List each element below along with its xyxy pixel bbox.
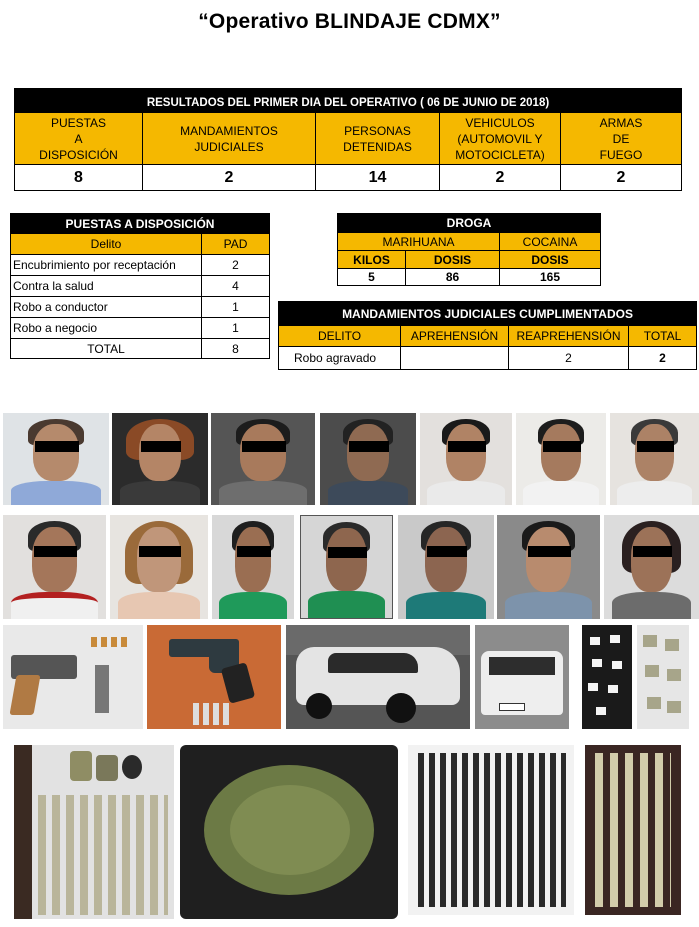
detainee-photo xyxy=(110,515,208,619)
droga-cocaina-dosis-value: 165 xyxy=(500,269,601,286)
page-title: “Operativo BLINDAJE CDMX” xyxy=(198,10,501,33)
marijuana-bag-photo xyxy=(180,745,398,919)
table-row xyxy=(279,347,697,370)
censor-bar xyxy=(543,441,581,452)
detainee-photo xyxy=(604,515,699,619)
censor-bar xyxy=(427,546,467,557)
table-row xyxy=(11,255,270,276)
mandamientos-col-reaprehension: REAPREHENSIÓN xyxy=(509,326,629,347)
censor-bar xyxy=(237,546,271,557)
mandamientos-col-delito: DELITO xyxy=(279,326,401,347)
marijuana-bags-photo xyxy=(14,745,174,919)
summary-col-personas: PERSONAS DETENIDAS xyxy=(316,113,440,165)
table-row xyxy=(11,297,270,318)
mandamientos-total: 2 xyxy=(629,347,697,370)
drug-bags-photo xyxy=(637,625,689,729)
summary-table xyxy=(14,88,682,191)
detainee-photo xyxy=(211,413,315,505)
summary-header: RESULTADOS DEL PRIMER DIA DEL OPERATIVO ( 06 DE JUNIO DE 2018) xyxy=(15,89,682,113)
summary-col-armas: ARMAS DE FUEGO xyxy=(561,113,682,165)
detainee-photo xyxy=(300,515,393,619)
drug-packets-photo xyxy=(582,625,632,729)
puestas-delito: Robo a negocio xyxy=(11,318,202,339)
detainee-photo xyxy=(212,515,294,619)
mandamientos-reaprehension: 2 xyxy=(509,347,629,370)
summary-value-personas: 14 xyxy=(316,165,440,191)
droga-marihuana: MARIHUANA xyxy=(338,233,500,251)
puestas-pad: 2 xyxy=(202,255,270,276)
puestas-col-delito: Delito xyxy=(11,234,202,255)
detainee-photo xyxy=(398,515,494,619)
detainee-photo xyxy=(320,413,416,505)
puestas-delito: Encubrimiento por receptación xyxy=(11,255,202,276)
droga-table xyxy=(337,213,601,286)
puestas-title: PUESTAS A DISPOSICIÓN xyxy=(11,214,270,234)
censor-bar xyxy=(328,547,366,558)
mandamientos-title: MANDAMIENTOS JUDICIALES CUMPLIMENTADOS xyxy=(279,302,697,326)
mandamientos-col-aprehension: APREHENSIÓN xyxy=(401,326,509,347)
puestas-delito: Robo a conductor xyxy=(11,297,202,318)
pistol-photo xyxy=(3,625,143,729)
puestas-pad: 4 xyxy=(202,276,270,297)
car-photo xyxy=(286,625,470,729)
censor-bar xyxy=(34,546,77,557)
censor-bar xyxy=(633,546,673,557)
censor-bar xyxy=(637,441,674,452)
droga-kilos-value: 5 xyxy=(338,269,406,286)
puestas-total-value: 8 xyxy=(202,339,270,359)
detainee-photo xyxy=(610,413,699,505)
censor-bar xyxy=(242,441,286,452)
detainee-photo xyxy=(516,413,606,505)
puestas-total-label: TOTAL xyxy=(11,339,202,359)
droga-marihuana-dosis-value: 86 xyxy=(406,269,500,286)
detainee-photo xyxy=(3,515,106,619)
censor-bar xyxy=(448,441,487,452)
mandamientos-table xyxy=(278,301,697,370)
detainee-photo xyxy=(3,413,109,505)
summary-col-puestas: PUESTAS A DISPOSICIÓN xyxy=(15,113,143,165)
droga-cocaina: COCAINA xyxy=(500,233,601,251)
droga-dosis-label-cocaina: DOSIS xyxy=(500,251,601,269)
droga-title: DROGA xyxy=(338,214,601,233)
summary-col-vehiculos: VEHICULOS (AUTOMOVIL Y MOTOCICLETA) xyxy=(440,113,561,165)
mandamientos-delito: Robo agravado xyxy=(279,347,401,370)
table-row-total xyxy=(11,339,270,359)
puestas-pad: 1 xyxy=(202,318,270,339)
puestas-delito: Contra la salud xyxy=(11,276,202,297)
puestas-table xyxy=(10,213,270,359)
mandamientos-col-total: TOTAL xyxy=(629,326,697,347)
puestas-pad: 1 xyxy=(202,297,270,318)
censor-bar xyxy=(35,441,80,452)
puestas-col-pad: PAD xyxy=(202,234,270,255)
summary-value-armas: 2 xyxy=(561,165,682,191)
droga-kilos-label: KILOS xyxy=(338,251,406,269)
table-row xyxy=(11,318,270,339)
summary-value-vehiculos: 2 xyxy=(440,165,561,191)
censor-bar xyxy=(141,441,181,452)
censor-bar xyxy=(349,441,389,452)
packets-brown-photo xyxy=(585,745,681,915)
censor-bar xyxy=(139,546,180,557)
pickup-photo xyxy=(475,625,569,729)
table-row xyxy=(11,276,270,297)
droga-dosis-label: DOSIS xyxy=(406,251,500,269)
detainee-photo xyxy=(112,413,208,505)
revolver-photo xyxy=(147,625,281,729)
censor-bar xyxy=(528,546,571,557)
mandamientos-aprehension xyxy=(401,347,509,370)
packets-grid-photo xyxy=(408,745,574,915)
detainee-photo xyxy=(420,413,512,505)
detainee-photo xyxy=(497,515,600,619)
summary-value-mandamientos: 2 xyxy=(143,165,316,191)
summary-value-puestas: 8 xyxy=(15,165,143,191)
summary-col-mandamientos: MANDAMIENTOS JUDICIALES xyxy=(143,113,316,165)
